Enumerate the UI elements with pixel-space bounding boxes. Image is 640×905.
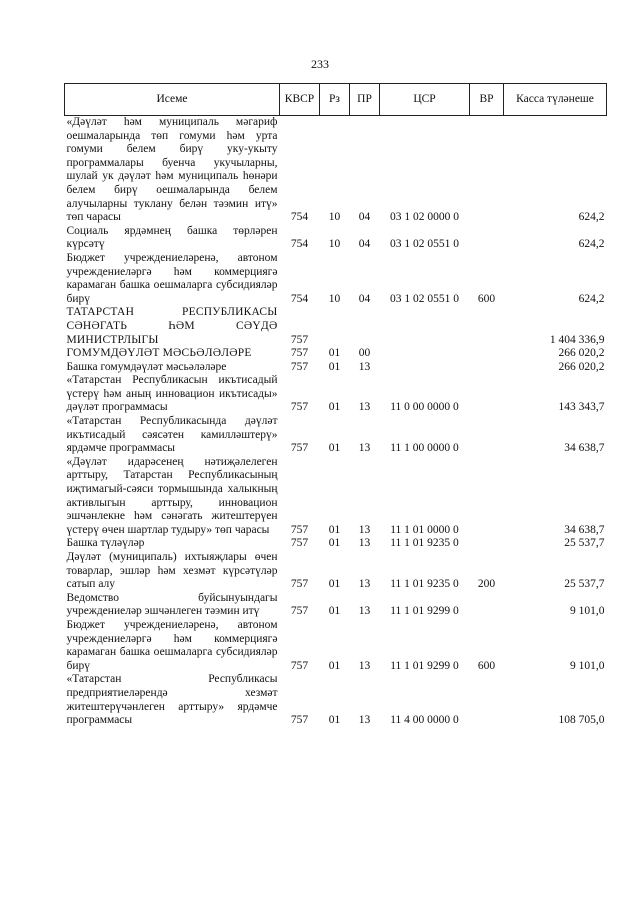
- cell-pr: 13: [358, 578, 371, 591]
- cell-csr: 11 1 01 9235 0: [390, 578, 459, 591]
- header-vr: ВР: [470, 84, 504, 116]
- cell-kvsr: 757: [290, 401, 309, 414]
- cell-vr: [470, 116, 504, 225]
- cell-kvsr: 757: [290, 659, 309, 672]
- cell-kvsr: 757: [290, 360, 309, 373]
- cell-name: Ведомство буйсынуындагы учреждениеләр эшчәнлеген тәэмин итү: [66, 591, 278, 618]
- cell-vr: [470, 361, 504, 375]
- cell-vr: [470, 456, 504, 538]
- cell-rz: 01: [328, 659, 341, 672]
- cell-vr: [470, 592, 504, 619]
- cell-rz: 01: [328, 578, 341, 591]
- cell-kvsr: 754: [290, 211, 309, 224]
- cell-pr: 13: [358, 605, 371, 618]
- cell-rz: 10: [328, 238, 341, 251]
- cell-amount: 266 020,2: [558, 347, 605, 360]
- cell-kvsr: 754: [290, 292, 309, 305]
- table-body: [65, 116, 607, 728]
- table-header-row: [65, 84, 607, 116]
- cell-rz: 01: [328, 714, 341, 727]
- cell-amount: 624,2: [578, 211, 605, 224]
- cell-csr: 03 1 02 0000 0: [390, 211, 459, 224]
- cell-kvsr: 757: [290, 347, 309, 360]
- cell-amount: 9 101,0: [570, 659, 605, 672]
- cell-csr: 11 1 00 0000 0: [390, 442, 459, 455]
- cell-pr: 13: [358, 442, 371, 455]
- cell-rz: 10: [328, 211, 341, 224]
- cell-csr: 11 1 01 9299 0: [390, 605, 459, 618]
- cell-name: ГОМУМДӘҮЛӘТ МӘСЬӘЛӘЛӘРЕ: [66, 347, 252, 360]
- cell-csr: 11 1 01 0000 0: [390, 523, 459, 536]
- cell-pr: 13: [358, 714, 371, 727]
- cell-vr: [470, 374, 504, 415]
- cell-pr: 04: [358, 211, 371, 224]
- cell-amount: 1 404 336,9: [549, 333, 605, 346]
- cell-csr: [380, 347, 470, 361]
- cell-rz: [320, 306, 350, 347]
- cell-amount: 624,2: [578, 238, 605, 251]
- cell-pr: 13: [358, 659, 371, 672]
- cell-pr: 00: [358, 347, 371, 360]
- cell-amount: 9 101,0: [570, 605, 605, 618]
- cell-csr: [380, 306, 470, 347]
- cell-vr: [470, 306, 504, 347]
- cell-amount: 624,2: [578, 292, 605, 305]
- cell-kvsr: 757: [290, 537, 309, 550]
- budget-table: [64, 83, 607, 728]
- cell-pr: 13: [358, 523, 371, 536]
- cell-name: Бюджет учреждениеләренә, автоном учреждениеләргә һәм коммерциягә карамаган башка оешмаларга субсидияләр бирү: [66, 618, 278, 672]
- cell-rz: 01: [328, 523, 341, 536]
- cell-amount: 34 638,7: [564, 523, 605, 536]
- table-row: [65, 306, 607, 347]
- cell-rz: 01: [328, 347, 341, 360]
- cell-name: «Татарстан Республикасын икътисадый үстерү һәм аның инновацион икътисады» дәүләт программасы: [66, 374, 278, 414]
- cell-kvsr: 757: [290, 442, 309, 455]
- cell-kvsr: 757: [290, 523, 309, 536]
- cell-rz: 01: [328, 401, 341, 414]
- cell-vr: [470, 225, 504, 252]
- cell-pr: 13: [358, 360, 371, 373]
- cell-csr: 11 4 00 0000 0: [390, 714, 459, 727]
- cell-name: Социаль ярдәмнең башка төрләрен күрсәтү: [66, 224, 278, 251]
- cell-csr: 03 1 02 0551 0: [390, 238, 459, 251]
- table-row: [65, 252, 607, 306]
- header-kvsr: КВСР: [280, 84, 320, 116]
- cell-csr: 11 1 01 9299 0: [390, 659, 459, 672]
- cell-name: «Татарстан Республикасында дәүләт икътисадый сәясәтен камилләштерү» ярдәмче программасы: [66, 415, 278, 455]
- cell-kvsr: 757: [290, 605, 309, 618]
- cell-pr: 04: [358, 292, 371, 305]
- cell-kvsr: 754: [290, 238, 309, 251]
- cell-kvsr: 757: [290, 578, 309, 591]
- cell-csr: 03 1 02 0551 0: [390, 292, 459, 305]
- cell-name: «Дәүләт һәм муниципаль мәгариф оешмаларында төп гомуми һәм урта гомуми белем бирү уку-укыту программалары буенча укучыларны, шулай ук дәүләт һәм муниципаль һөнәри белем бирү оешмаларында белем алучыларны туклану белән тәэмин итү» төп чарасы: [66, 116, 278, 224]
- header-rz: Рз: [320, 84, 350, 116]
- cell-vr: [470, 673, 504, 727]
- cell-name: Башка гомумдәүләт мәсьәләләре: [66, 360, 227, 373]
- table-row: [65, 673, 607, 727]
- table-row: [65, 361, 607, 375]
- cell-vr: [470, 347, 504, 361]
- cell-rz: 01: [328, 360, 341, 373]
- cell-kvsr: 757: [290, 333, 309, 346]
- table-row: [65, 116, 607, 225]
- cell-name: ТАТАРСТАН РЕСПУБЛИКАСЫ СӘНӘГАТЬ ҺӘМ СӘҮДӘ МИНИСТРЛЫГЫ: [66, 306, 278, 346]
- header-csr: ЦСР: [380, 84, 470, 116]
- cell-amount: 143 343,7: [558, 401, 605, 414]
- cell-rz: 01: [328, 537, 341, 550]
- cell-rz: 01: [328, 605, 341, 618]
- page-number: 233: [311, 57, 329, 71]
- cell-amount: 34 638,7: [564, 442, 605, 455]
- table-row: [65, 415, 607, 456]
- table-row: [65, 456, 607, 538]
- header-pr: ПР: [350, 84, 380, 116]
- table-row: [65, 619, 607, 673]
- header-kassa: Касса түләнеше: [504, 84, 607, 116]
- cell-kvsr: 757: [290, 714, 309, 727]
- table-row: [65, 551, 607, 592]
- cell-csr: [380, 361, 470, 375]
- cell-name: Башка түләүләр: [66, 537, 145, 550]
- cell-vr: 600: [477, 659, 496, 672]
- cell-pr: 13: [358, 537, 371, 550]
- cell-csr: 11 1 01 9235 0: [390, 537, 459, 550]
- cell-csr: 11 0 00 0000 0: [390, 401, 459, 414]
- table-row: [65, 225, 607, 252]
- cell-vr: [470, 537, 504, 551]
- header-name: Исеме: [65, 84, 280, 116]
- cell-pr: 04: [358, 238, 371, 251]
- cell-vr: [470, 415, 504, 456]
- table-row: [65, 592, 607, 619]
- cell-pr: 13: [358, 401, 371, 414]
- cell-name: Бюджет учреждениеләренә, автоном учреждениеләргә һәм коммерциягә карамаган башка оешмаларга субсидияләр бирү: [66, 251, 278, 305]
- cell-amount: 108 705,0: [558, 714, 605, 727]
- cell-amount: 25 537,7: [564, 537, 605, 550]
- cell-vr: 600: [477, 292, 496, 305]
- table-row: [65, 537, 607, 551]
- cell-amount: 266 020,2: [558, 360, 605, 373]
- table-row: [65, 374, 607, 415]
- table-row: [65, 347, 607, 361]
- cell-amount: 25 537,7: [564, 578, 605, 591]
- cell-rz: 10: [328, 292, 341, 305]
- cell-name: Дәүләт (муниципаль) ихтыяҗлары өчен товарлар, эшләр һәм хезмәт күрсәтүләр сатып алу: [66, 551, 278, 591]
- cell-name: «Татарстан Республикасы предприятиеләрендә хезмәт житештерүчәнлеген арттыру» ярдәмче программасы: [66, 673, 278, 727]
- cell-pr: [350, 306, 380, 347]
- cell-rz: 01: [328, 442, 341, 455]
- cell-name: «Дәүләт идарәсенең нәтиҗәлелеген арттыру, Татарстан Республикасының иҗтимагый-сәяси тормышында халыкның активлыгын арттыру, инновацион эшчәнлекне һәм сәнәгать житештерүен үстерү өчен шартлар тудыру» төп чарасы: [66, 455, 278, 536]
- cell-vr: 200: [477, 578, 496, 591]
